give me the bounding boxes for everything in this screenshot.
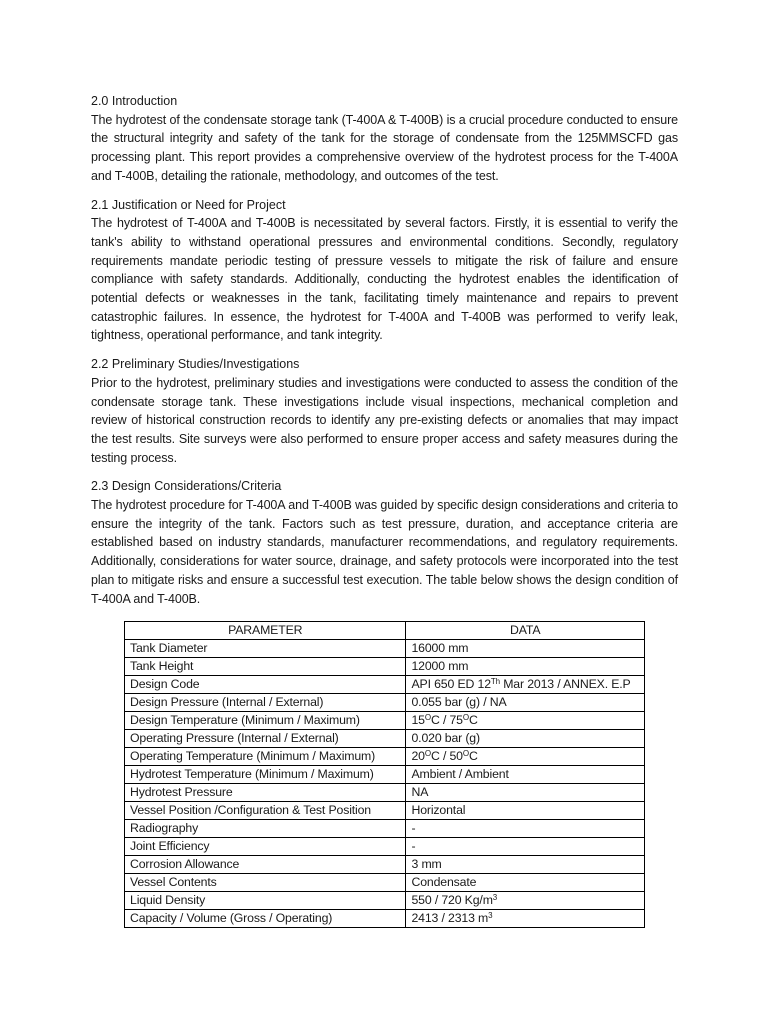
parameter-cell: Tank Diameter <box>125 640 406 658</box>
superscript: O <box>462 749 469 758</box>
table-row <box>125 838 645 856</box>
parameter-cell: Joint Efficiency <box>125 838 406 856</box>
superscript: O <box>424 713 431 722</box>
value-text: API 650 ED 12 <box>411 677 491 691</box>
table-header-row <box>125 622 645 640</box>
parameter-cell: Vessel Contents <box>125 874 406 892</box>
parameter-cell: Operating Temperature (Minimum / Maximum) <box>125 748 406 766</box>
superscript: O <box>424 749 431 758</box>
value-text: C <box>468 713 478 727</box>
value-cell: 0.055 bar (g) / NA <box>406 694 645 712</box>
parameter-cell: Tank Height <box>125 658 406 676</box>
value-cell: 12000 mm <box>406 658 645 676</box>
parameter-cell: Design Temperature (Minimum / Maximum) <box>125 712 406 730</box>
column-header-parameter: PARAMETER <box>125 622 406 640</box>
section-body-preliminary: Prior to the hydrotest, preliminary studies and investigations were conducted to assess the condition of the condensate storage tank. These investigations include visual inspections, mechanical completion and review of historical construction records to identify any pre-existing defects or anomalies that may impact the test results. Site surveys were also performed to ensure proper access and safety measures during the testing process. <box>91 375 678 465</box>
parameter-cell: Liquid Density <box>125 892 406 910</box>
table-row <box>125 748 645 766</box>
table-row <box>125 910 645 928</box>
parameter-cell: Design Code <box>125 676 406 694</box>
section-heading-design: 2.3 Design Considerations/Criteria <box>91 479 282 494</box>
value-cell: Horizontal <box>406 802 645 820</box>
section-heading-introduction: 2.0 Introduction <box>91 94 178 108</box>
value-text: C <box>468 749 478 763</box>
superscript: O <box>462 713 469 722</box>
section-heading-preliminary: 2.2 Preliminary Studies/Investigations <box>91 357 300 372</box>
section-heading-justification: 2.1 Justification or Need for Project <box>91 197 286 212</box>
value-cell: - <box>406 838 645 856</box>
value-text: 15 <box>411 713 425 727</box>
value-cell: Ambient / Ambient <box>406 766 645 784</box>
value-cell <box>406 712 645 730</box>
design-conditions-table <box>124 621 645 928</box>
superscript: 3 <box>488 911 493 920</box>
section-body-design: The hydrotest procedure for T-400A and T-400B was guided by specific design considerations and criteria to ensure the integrity of the tank. Factors such as test pressure, duration, and acceptance criteria are established based on industry standards, manufacturer recommendations, and regulatory requirements. Additionally, considerations for water source, drainage, and safety protocols were incorporated into the test plan to mitigate risks and ensure a successful test execution. The table below shows the design condition of T-400A and T-400B. <box>91 498 678 606</box>
table-row <box>125 892 645 910</box>
value-cell: - <box>406 820 645 838</box>
superscript: Th <box>490 677 500 686</box>
value-cell <box>406 892 645 910</box>
value-text: 20 <box>411 749 425 763</box>
value-cell <box>406 676 645 694</box>
table-row <box>125 694 645 712</box>
section-body-introduction: The hydrotest of the condensate storage tank (T-400A & T-400B) is a crucial procedure conducted to ensure the structural integrity and safety of the tank for the storage of condensate from the 125MMSCFD gas processing plant. This report provides a comprehensive overview of the hydrotest process for the T-400A and T-400B, detailing the rationale, methodology, and outcomes of the test. <box>91 112 678 183</box>
document-page <box>91 92 678 618</box>
value-cell: 0.020 bar (g) <box>406 730 645 748</box>
table-row <box>125 730 645 748</box>
table-row <box>125 640 645 658</box>
table-row <box>125 712 645 730</box>
superscript: 3 <box>492 893 498 902</box>
value-cell: NA <box>406 784 645 802</box>
parameter-cell: Design Pressure (Internal / External) <box>125 694 406 712</box>
parameter-cell: Operating Pressure (Internal / External) <box>125 730 406 748</box>
value-text: 550 / 720 Kg/m <box>411 893 493 907</box>
value-cell: Condensate <box>406 874 645 892</box>
table-row <box>125 784 645 802</box>
parameter-cell: Capacity / Volume (Gross / Operating) <box>125 910 406 928</box>
parameter-cell: Corrosion Allowance <box>125 856 406 874</box>
value-cell: 16000 mm <box>406 640 645 658</box>
value-text: Mar 2013 / ANNEX. E.P <box>499 677 631 691</box>
table-row <box>125 676 645 694</box>
value-text: C / 75 <box>430 713 463 727</box>
table-row <box>125 874 645 892</box>
section-body-justification: The hydrotest of T-400A and T-400B is necessitated by several factors. Firstly, it is essential to verify the tank's ability to withstand operational pressures and environmental conditions. Secondly, regulatory requirements mandate periodic testing of pressure vessels to mitigate the risk of failure and ensure compliance with safety standards. Additionally, conducting the hydrotest enables the identification of potential defects or weaknesses in the tank, facilitating timely maintenance and repairs to prevent catastrophic failures. In essence, the hydrotest for T-400A and T-400B was performed to verify leak, tightness, operational performance, and tank integrity. <box>91 216 678 343</box>
parameter-cell: Hydrotest Pressure <box>125 784 406 802</box>
parameter-cell: Vessel Position /Configuration & Test Position <box>125 802 406 820</box>
value-cell: 3 mm <box>406 856 645 874</box>
table-row <box>125 820 645 838</box>
table-row <box>125 766 645 784</box>
value-text: C / 50 <box>430 749 463 763</box>
table-row <box>125 658 645 676</box>
value-cell <box>406 910 645 928</box>
parameter-cell: Hydrotest Temperature (Minimum / Maximum) <box>125 766 406 784</box>
value-cell <box>406 748 645 766</box>
parameter-cell: Radiography <box>125 820 406 838</box>
table-row <box>125 856 645 874</box>
value-text: 2413 / 2313 m <box>411 911 489 925</box>
column-header-data: DATA <box>406 622 645 640</box>
table-row <box>125 802 645 820</box>
